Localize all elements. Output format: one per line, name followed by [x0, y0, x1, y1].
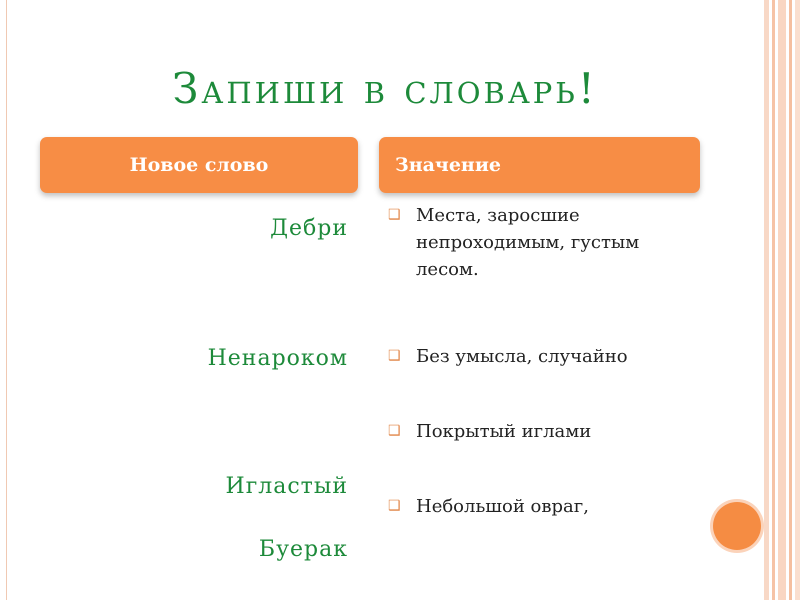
vocab-word: Дебри [270, 216, 348, 241]
slide-title: Запиши в словарь! [172, 64, 598, 113]
vocab-word: Игластый [225, 474, 348, 499]
stripe [795, 0, 800, 600]
stripe [778, 0, 786, 600]
decorative-circle [713, 502, 761, 550]
stripe [772, 0, 775, 600]
header-new-word [40, 137, 358, 193]
definition-text: Места, заросшие непроходимым, густым лесом. [416, 205, 640, 280]
bullet-icon: ❑ [388, 207, 401, 223]
definition-item [388, 343, 678, 370]
header-meaning [379, 137, 700, 193]
bullet-icon: ❑ [388, 348, 401, 364]
definition-text: Без умысла, случайно [416, 346, 628, 367]
vocab-word: Ненароком [207, 346, 348, 371]
definition-item [388, 418, 678, 445]
definition-item [388, 493, 678, 520]
bullet-icon: ❑ [388, 498, 401, 514]
vocab-word: Буерак [258, 537, 348, 562]
stripe [789, 0, 792, 600]
bullet-icon: ❑ [388, 423, 401, 439]
header-new-word-label: Новое слово [129, 154, 269, 176]
definition-item [388, 202, 678, 283]
header-meaning-label: Значение [395, 154, 502, 176]
definition-text: Небольшой овраг, [416, 496, 589, 517]
definition-text: Покрытый иглами [416, 421, 592, 442]
